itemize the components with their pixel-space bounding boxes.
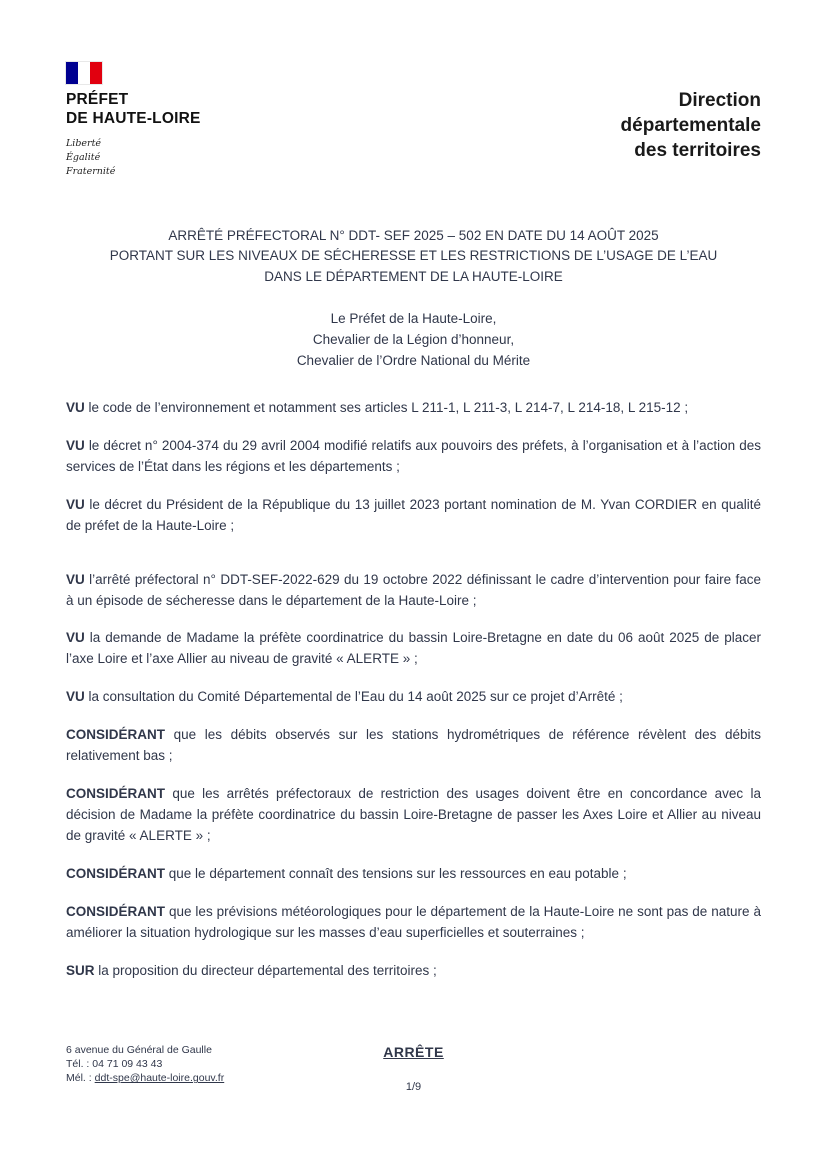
email-label: Mél. :	[66, 1072, 92, 1085]
sur-label: SUR	[66, 962, 95, 978]
considerant-paragraph	[66, 725, 761, 767]
considerant-label: CONSIDÉRANT	[66, 727, 166, 743]
title-line3: DANS LE DÉPARTEMENT DE LA HAUTE-LOIRE	[264, 269, 563, 285]
title-line1: ARRÊTÉ PRÉFECTORAL N° DDT- SEF 2025 – 502 EN DATE DU 14 AOÛT 2025	[168, 227, 659, 243]
motto-line-egalite: Égalité	[66, 152, 101, 163]
vu-label: VU	[66, 400, 85, 416]
vu-paragraph	[66, 436, 761, 478]
republic-motto	[66, 137, 201, 180]
vu-paragraph	[66, 570, 761, 612]
vu-label: VU	[66, 437, 85, 453]
document-title	[66, 226, 761, 289]
page-header	[66, 0, 761, 180]
vu-paragraph	[66, 495, 761, 537]
vu-paragraph	[66, 687, 761, 708]
vu-text: le décret du Président de la République du 13 juillet 2023 portant nomination de M. Yvan CORDIER en qualité de préfet de la Haute-Loire ;	[66, 496, 761, 533]
vu-label: VU	[66, 689, 85, 705]
vu-paragraph	[66, 628, 761, 670]
motto-line-fraternite: Fraternité	[66, 166, 116, 178]
vu-text: la consultation du Comité Départemental de l’Eau du 14 août 2025 sur ce projet d’Arrêté ;	[88, 689, 623, 705]
considerant-text: que les arrêtés préfectoraux de restriction des usages doivent être en concordance avec la décision de Madame la préfète coordinatrice du bassin Loire-Bretagne de passer les Axes Loire et Allier au niveau de gravité « ALERTE » ;	[66, 786, 761, 843]
sur-paragraph	[66, 961, 761, 982]
prefecture-name-line2: DE HAUTE-LOIRE	[66, 110, 201, 128]
vu-text: le code de l’environnement et notamment ses articles L 211-1, L 211-3, L 214-7, L 214-18, L 215-12 ;	[88, 400, 689, 416]
considerant-paragraph	[66, 902, 761, 944]
direction-line2: départementale	[620, 115, 761, 137]
vu-text: la demande de Madame la préfète coordinatrice du bassin Loire-Bretagne en date du 06 août 2025 de placer l’axe Loire et l’axe Allier au niveau de gravité « ALERTE » ;	[66, 630, 761, 667]
sur-text: la proposition du directeur départemental des territoires ;	[98, 962, 437, 978]
prefecture-logo	[66, 62, 201, 180]
considerant-text: que les débits observés sur les stations hydrométriques de référence révèlent des débits relativement bas ;	[66, 727, 761, 764]
footer-phone: Tél. : 04 71 09 43 43	[66, 1058, 163, 1071]
arrete-heading: ARRÊTE	[383, 1043, 444, 1060]
preamble-line1: Le Préfet de la Haute-Loire,	[330, 311, 497, 327]
prefecture-name	[66, 90, 201, 129]
preamble-line3: Chevalier de l’Ordre National du Mérite	[296, 353, 531, 369]
footer-address: 6 avenue du Général de Gaulle	[66, 1044, 212, 1056]
vu-label: VU	[66, 571, 85, 587]
direction-line1: Direction	[678, 90, 761, 111]
considerant-paragraph	[66, 784, 761, 847]
considerant-label: CONSIDÉRANT	[66, 903, 166, 919]
page-footer	[66, 1043, 224, 1086]
considerant-label: CONSIDÉRANT	[66, 786, 166, 802]
email-link[interactable]: ddt-spe@haute-loire.gouv.fr	[94, 1072, 225, 1085]
page-number: 1/9	[405, 1081, 422, 1093]
considerant-paragraph	[66, 864, 761, 885]
considerant-text: que les prévisions météorologiques pour le département de la Haute-Loire ne sont pas de nature à améliorer la situation hydrologique sur les masses d’eau superficielles et souterraines ;	[66, 903, 761, 940]
considerant-label: CONSIDÉRANT	[66, 865, 166, 881]
vu-text: l’arrêté préfectoral n° DDT-SEF-2022-629 du 19 octobre 2022 définissant le cadre d’intervention pour faire face à un épisode de sécheresse dans le département de la Haute-Loire ;	[66, 571, 761, 608]
vu-label: VU	[66, 630, 85, 646]
vu-label: VU	[66, 496, 85, 512]
legal-body	[66, 398, 761, 982]
preamble-line2: Chevalier de la Légion d’honneur,	[312, 332, 515, 348]
issuing-direction	[621, 62, 761, 163]
title-line2: PORTANT SUR LES NIVEAUX DE SÉCHERESSE ET LES RESTRICTIONS DE L’USAGE DE L’EAU	[109, 248, 718, 264]
vu-paragraph	[66, 398, 761, 419]
prefecture-name-line1: PRÉFET	[66, 91, 129, 108]
motto-line-liberte: Liberté	[66, 137, 102, 149]
french-flag-icon	[66, 62, 102, 84]
considerant-text: que le département connaît des tensions sur les ressources en eau potable ;	[168, 865, 627, 881]
prefect-titles	[66, 309, 761, 372]
direction-line3: des territoires	[634, 140, 761, 162]
vu-text: le décret n° 2004-374 du 29 avril 2004 modifié relatifs aux pouvoirs des préfets, à l’organisation et à l’action des services de l’État dans les régions et les départements ;	[66, 437, 761, 474]
